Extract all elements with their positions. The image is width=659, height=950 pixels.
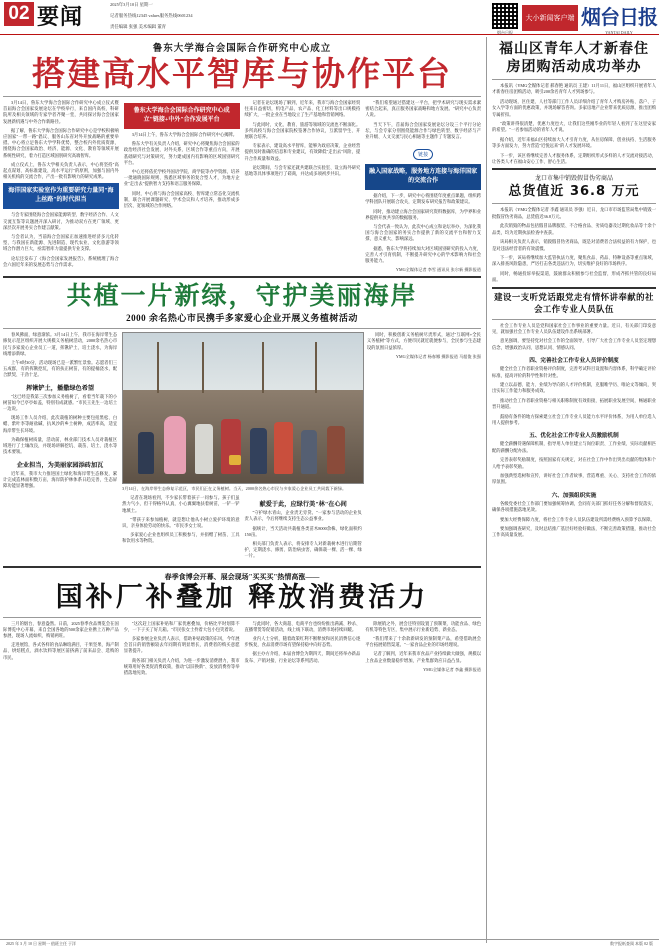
paragraph: 健全薪酬待遇保障机制，指导用人单位建立与岗位职责、工作业绩、实际贡献相匹配的薪酬分配办法。 [492, 441, 656, 453]
lead-column-1 [3, 100, 119, 273]
paragraph: 据悉，鲁东大学将持续加大对区域国别研究的投入力度，完善人才引育机制，不断提升研究中心的学术影响力和社会服务能力。 [365, 245, 481, 264]
paragraph: 加强典型选树和宣传，讲好社会工作者故事，营造尊重、关心、支持社会工作的浓厚氛围。 [492, 473, 656, 485]
paragraph: 意见强调，要坚持党对社会工作的全面领导，引导广大社会工作专业人员坚定理想信念，增强政治认同、思想认同、情感认同。 [492, 338, 656, 350]
right-article-1-body [492, 83, 656, 165]
green-subheadline: 2000 余名热心市民携手多家爱心企业开展义务植树活动 [126, 313, 358, 324]
paragraph: 3月14日上午，鲁东大学海合会国际合作研究中心揭牌。 [131, 132, 238, 137]
paragraph: 推动社会工作者职业资格与相关职称制度有效衔接，拓展职业发展空间，畅通职业晋升通道。 [492, 397, 656, 410]
paragraph: "带孩子来参加植树，就是想让他从小树立爱护环境的意识，亲身体验劳动的快乐。"市民李女士说。 [122, 516, 240, 529]
paragraph: "这已经是我第三次参加义务植树了，看着当年栽下的小树苗如今已亭亭如盖，特别有成就感。"市民王先生一边培土一边说。 [3, 393, 118, 412]
paragraph: 据介绍，下一步，研究中心将围绕年度重点课题，组织跨学科团队开展联合攻关，定期发布研究报告和政策建议。 [365, 193, 481, 205]
green-headline: 共植一片新绿，守护美丽海岸 [66, 281, 418, 311]
paragraph: 多家爱心企业也组织员工积极参与，并捐赠了树苗、工具和饮用水等物资。 [122, 532, 240, 544]
footer-left: 2025 年 3 月 10 日 星期一 值班主任 于洋 [6, 941, 76, 946]
masthead-right [491, 1, 657, 35]
paragraph: 据主办方介绍，本届食博会为期四天，期间还将举办新品发布、产销对接、行业论坛等系列活动。 [244, 651, 361, 663]
lead-headline: 搭建高水平智库与协作平台 [32, 54, 452, 93]
paragraph: 论坛还发布了《海合会国家发展报告》，系统梳理了海合会六国近年来的发展态势与合作需求。 [3, 255, 119, 267]
paragraph: 建立以品德、能力、业绩为导向的人才评价机制，克服唯学历、唯论文等倾向，突出实际工作能力和服务成效。 [492, 381, 656, 394]
paragraph: 除展销之外，展会还特别设置了预制菜、功能食品、绿色有机等特色专区，集中展示行业新趋势、新业态。 [365, 620, 481, 632]
green-column-1 [3, 332, 117, 562]
paragraph: 当天下午，首届海合会国家发展论坛分设三个平行分论坛，与会专家分别围绕能源合作与绿色转型、数字经济与产业升级、人文交流与民心相通等主题作了专题发言。 [365, 121, 481, 140]
paragraph: 健全社会工作者职业资格评价制度，完善考试科目设置和内容体系，科学确定评价标准，提高评价的科学性和针对性。 [492, 366, 656, 378]
qr-caption-1: 烟台日报 [497, 29, 513, 35]
right-article-3-section-body [492, 441, 656, 485]
right-article-1-title: 福山区青年人才新春住房团购活动成功举办 [499, 41, 649, 75]
right-article-3-section-head: 四、完善社会工作专业人员评价制度 [529, 358, 619, 365]
green-subhead-2: 献爱于此，应绿行美"林"在心间 [259, 501, 347, 509]
page-footer [0, 939, 659, 950]
link-tag: 链接 [413, 149, 433, 160]
green-subhead-3: 企业担当，为美丽家园添砖加瓦 [16, 461, 104, 469]
paragraph: 社会工作专业人员是党和国家社会工作事业的重要力量。近日，有关部门印发意见，就加强社会工作专业人员队伍建设作出系统部署。 [492, 322, 656, 334]
contact-line-2: 责任编辑 张强 美术编辑 董青 [110, 24, 166, 29]
paragraph: 据了解，鲁东大学海合会国际合作研究中心是学校积极响应国家"一带一路"倡议、服务山东省对外开放战略的重要举措。中心将立足鲁东大学学科优势，整合校内外优质资源，围绕海合会国家政治、经济、能源、文化、教育等领域开展系统性研究，着力打造区域国别研究高端智库。 [3, 127, 119, 158]
paragraph: 春风拂面，绿意渐浓。3月14日上午，我市在海岸带生态修复示范区组织开展大规模义务植树活动，2000余名热心市民与多家爱心企业员工一道，挥锹铲土、培土浇水，为海岸线增添新绿。 [3, 332, 118, 356]
consumption-kicker: 春季食博会开幕、展会现场"买买买"热情高涨—— [164, 572, 320, 581]
consumption-byline: YMG全媒体记者 李鑫 摄影报道 [423, 666, 481, 672]
right-article-3-section-head: 五、优化社会工作专业人员激励机制 [529, 433, 619, 440]
paragraph: 记者了解到，近年来我市食品产业持续做大做强，规模以上食品企业数量稳步增加，产业集群效应日益凸显。 [365, 651, 481, 663]
contact-line-1: 记者服务热线12345 values服务热线0601234 [110, 13, 193, 18]
masthead [0, 0, 659, 35]
right-article-2-title: 总货值近 36.8 万元 [508, 184, 640, 200]
paragraph: 与此同时，文化、教育、旅游等领域的交流也不断深化。多所高校与海合会国家院校签署合作协议，互派留学生、开展联合培养。 [244, 121, 361, 140]
paragraph: 记者在论坛现场了解到，近年来，我市与海合会国家经贸往来日益密切，机电产品、农产品、化工材料等出口规模持续扩大，一批企业在当地设立了生产基地和营销网络。 [244, 100, 361, 118]
lead-subbox-2: 鲁东大学海合会国际合作研究中心成立"链接+中外"合作发展平台 [124, 103, 240, 129]
paragraph: "政策讲得很清楚，优惠力度也大，让我们这些刚毕业的年轻人看到了在这里安家的希望。"一名参加活动的青年人才说。 [492, 121, 656, 133]
paragraph: 为确保植树质量，活动前，林业部门技术人员对栽植区域进行了土壤改良，并现场讲解挖坑、栽苗、培土、浇水等技术要领。 [3, 436, 118, 455]
tree-planting-photo [122, 332, 364, 484]
paragraph: 3月14日，鲁东大学海合会国际合作研究中心成立仪式暨首届海合会国家发展论坛在学校举行，来自国内高校、科研院所及相关领域的专家学者齐聚一堂，共同探讨海合会国家发展新机遇与中外合作新路径。 [3, 100, 119, 124]
left-section [3, 37, 481, 943]
right-section [486, 37, 656, 943]
paragraph: "守护绿水青山，企业责无旁贷。"一家参与活动的企业负责人表示，今后将继续支持生态公益事业。 [244, 510, 362, 522]
consumption-column-3 [245, 621, 361, 680]
paragraph: 此次销毁的物品包括假冒品牌服装、不合格食品、劣质电器及过期化妆品等十余个品类，均为近期执法检查中查获。 [492, 223, 656, 235]
qr-code-icon [491, 2, 519, 30]
right-article-3-section-body [492, 366, 656, 426]
paragraph: 多家参展企业负责人表示，借助补贴政策的东风，今年展会首日的销售额较去年同期有明显增长，消费者的购买意愿显著提升。 [123, 636, 240, 654]
lead-kicker: 鲁东大学海合会国际合作研究中心成立 [152, 44, 332, 54]
paragraph: 同时，推动建立海合会国家研究资料数据库，为学界和业界提供开放共享的数据服务。 [365, 208, 481, 220]
paragraph: 与此同时，各大商超、电商平台也纷纷推出满减、秒杀、直播带货等促销活动，线上线下联动，消费市场持续回暖。 [244, 620, 361, 632]
lead-subbox-3: 融入国家战略，服务地方连接与海洋国家的交流合作 [365, 164, 481, 190]
green-subhead-1: 挥锹铲土，播撒绿色希望 [26, 384, 95, 392]
paragraph: 要加大经费保障力度，将社会工作专业人员队伍建设所需经费纳入预算予以保障。 [500, 516, 655, 522]
paragraph: 同时，畅通投诉举报渠道，鼓励群众积极参与社会监督，形成齐抓共管的良好局面。 [492, 270, 656, 283]
consumption-column-4 [365, 621, 481, 680]
right-article-3-title: 建设一支听党话跟党走有情怀讲奉献的社会工作专业人员队伍 [494, 292, 654, 314]
paragraph: 与会代表一致认为，此次中心成立和论坛举办，为深化我国与海合会国家的务实合作提供了新的交流平台和智力支撑，意义重大、影响深远。 [365, 224, 481, 242]
consumption-column-2 [124, 621, 240, 680]
paragraph: 下一步，该局将继续加大监管执法力度，聚焦食品、药品、特种设备等重点领域，深入排查风险隐患，严厉打击各类违法行为，切实维护良好的市场秩序。 [492, 254, 656, 267]
consumption-column-1 [3, 621, 119, 680]
lead-column-3 [245, 100, 361, 273]
consumption-columns [3, 621, 481, 680]
paragraph: 同时，积极创新义务植树尽责形式，通过"互联网+全民义务植树"等方式，方便市民就近就便参与，全民参与生态建设的氛围日益浓厚。 [366, 332, 481, 350]
green-photo-block [122, 332, 362, 562]
paragraph: 与会者认为，当前海合会国家正加速推进经济多元化转型，与我国在新能源、先进制造、现代农业、文化旅游等领域合作潜力巨大，亟需智库力量提供专业支撑。 [3, 234, 119, 252]
right-article-2-kicker: 龙口市集中销毁假冒伪劣商品 [534, 176, 613, 183]
section-title: 要闻 [37, 5, 84, 30]
consumption-headline: 国补厂补叠加 释放消费活力 [55, 581, 429, 613]
lead-column-4 [365, 100, 481, 273]
paragraph: 鼓励有条件的地方探索建立社会工作专业人员能力水平评价体系，为用人单位选人用人提供参考。 [492, 413, 656, 425]
paragraph: 要加强调查研究，及时总结推广基层好经验好做法，不断完善政策措施，推动社会工作高质量发展。 [492, 526, 656, 538]
paragraph: 成立仪式上，鲁东大学相关负责人表示，中心将坚持"高起点谋划、高标准建设、高水平运行"的原则，加强与国内外相关机构的交流合作，产出一批有影响力的研究成果。 [3, 161, 119, 180]
paragraph: 活动现场，区住建、人社等部门工作人员详细介绍了青年人才购房补贴、落户、子女入学等方面的优惠政策，并现场解答咨询。多家房地产企业带来优质房源，推出团购专属折扣。 [492, 98, 656, 117]
green-column-4 [367, 332, 481, 562]
page-body [0, 35, 659, 947]
paragraph: 本报讯（YMG全媒体记者 郝春艳 通讯员 王建）11月11日，福山区组织开展青年人才新春住房团购活动，吸引200余名青年人才到场参与。 [492, 83, 656, 95]
photo-caption: 3月14日，在海岸带生态修复示范区，市民们正在义务植树。当天，2000余名热心市民与多家爱心企业员工共同栽下新绿。 [122, 486, 347, 492]
paragraph: 该局相关负责人表示，销毁假冒伪劣商品，既是对消费者合法权益的有力保护，也是对违法经营者的有效震慑。 [492, 239, 656, 251]
paragraph: 同时，中心将与海合会国家高校、智库建立常态化交流机制，联合开展课题研究、学术会议和人才培养，推动形成多层次、宽领域的合作网络。 [123, 190, 240, 209]
paragraph: 与会专家围绕海合会国家能源转型、数字经济合作、人文交流互鉴等议题展开深入研讨，为推动双方在更广领域、更深层次开展务实合作建言献策。 [3, 212, 119, 230]
right-article-3-section-body [492, 501, 656, 539]
lead-byline: YMG全媒体记者 李雪 通讯员 张尔新 摄影报道 [395, 267, 481, 273]
green-column-3 [245, 495, 362, 562]
right-article-3-section-head: 六、加强组织实施 [551, 492, 597, 499]
app-logo: 大小新闻客户端 [522, 5, 578, 31]
paragraph: 据统计，当天活动共栽植各类苗木8000余株，绿化面积约150亩。 [244, 525, 362, 537]
paragraph: "我们带来了十余款新研发的预制菜产品，希望借助展会平台拓展销售渠道。"一家食品企业的市场经理说。 [365, 636, 481, 648]
paragraph: 上午8时30分，活动现场已是一派繁忙景象。志愿者们三五成群，有的挥锹挖坑，有的扶正树苗，有的提桶浇水，配合默契、干劲十足。 [3, 360, 118, 378]
paragraph: "我们希望通过搭建这一平台，把学术研究与现实需求紧密结合起来，真正服务国家战略和地方发展。"研究中心负责人说。 [365, 100, 481, 118]
paragraph: 据介绍，近年来福山区持续加大人才引育力度，从住房保障、创业扶持、生活服务等多方面发力，努力营造"近悦远来"的人才发展环境。 [492, 136, 656, 149]
paragraph: 业内人士分析，随着政策红利不断释放和居民消费信心逐步恢复，食品消费市场有望保持稳中向好态势。 [244, 636, 361, 648]
link-tag-wrap [365, 143, 481, 161]
paragraph: 本报讯（YMG全媒体记者 李鑫 通讯员 李强）近日，龙口市市场监管局集中销毁一批假冒伪劣商品，总货值近36.8万元。 [492, 207, 656, 219]
paragraph: 近年来，我市大力推进国土绿化和海岸带生态修复，累计完成造林面积数万亩，海岸防护林体系日趋完善，生态屏障功能显著增强。 [3, 470, 118, 488]
paragraph: 完善表彰奖励制度，按照国家有关规定，对在社会工作中作出突出贡献的集体和个人给予表彰奖励。 [492, 457, 656, 469]
lead-subbox-1: 海洋国家实验室作为重要研究力量同"海上丝路"的时代担当 [3, 183, 119, 209]
paragraph: 三月的烟台，春意盎然。日前，2025春季食品博览会在国际博览中心开幕，来自全国各地的500余家企业携上万种产品参展，现场人流如织、购销两旺。 [3, 620, 119, 639]
paragraph: 走进展馆，各式各样的食品琳琅满目，干果坚果、海产制品、烘焙糕点、酒水饮料等展区前挤满了前来品尝、选购的市民。 [3, 642, 119, 660]
right-article-2-body [492, 207, 656, 283]
green-byline: YMG全媒体记者 杨春娜 摄影报道 马超俊 张强 [395, 353, 481, 359]
paragraph: 论坛期间，与会专家还就共建联合实验室、设立海外研究基地等具体事项进行了磋商，并达成多项初步共识。 [244, 164, 361, 177]
paragraph: 相关部门负责人表示，将安排专人对新栽树木进行后期管护，定期浇水、修剪、防治病虫害，确保栽一棵、活一棵、绿一片。 [244, 541, 362, 559]
lead-column-2 [124, 100, 240, 273]
paragraph: 记者在现场看到，不少家长带着孩子一同参与。孩子们虽然力气小，但干得格外认真，小心翼翼地扶着树苗，一铲一铲地填土。 [122, 495, 240, 513]
page-number: 02 [4, 2, 34, 26]
paragraph: 现场工作人员介绍，此次栽植的树种主要包括黑松、白蜡、紫叶李等耐盐碱、抗风沙的乡土树种，成活率高，适宜海岸带生长环境。 [3, 415, 118, 433]
paragraph: 专家表示，建设高水平智库，能够为政府决策、企业经营提供及时准确的信息和专业建议，有效降低"走出去"风险，提升合作质量和效益。 [244, 143, 361, 161]
right-article-3-intro [492, 323, 656, 352]
paragraph: "这次赶上国家补贴和厂家优惠叠加，价格比平时划算不少，一下子买了好几箱。"市民张女士拎着大包小包笑着说。 [123, 620, 240, 632]
green-column-2 [122, 495, 239, 562]
paragraph: 下一步，该区将继续完善人才服务体系，定期组织形式多样的人才交流对接活动，让各类人才在福山安心工作、舒心生活。 [492, 152, 656, 165]
paragraph: 各级党委社会工作部门要加强统筹协调，会同有关部门抓好任务分解和督促落实，确保各项措施落地见效。 [492, 500, 656, 513]
paper-name-latin: YANTAI DAILY [605, 30, 633, 35]
paragraph: 中心还将依托学校外国语学院、商学院等办学资源，培养一批通晓国际规则、熟悉区域事务的复合型人才，为地方企业"走出去"提供智力支持和语言服务保障。 [123, 169, 240, 187]
lead-columns [3, 100, 481, 273]
paragraph: 商务部门相关负责人介绍，为进一步激发消费潜力，我市统筹用好各类促消费政策，推动"以旧换新"、发放消费券等举措落地见效。 [123, 657, 240, 676]
green-columns [3, 332, 481, 562]
issue-date: 2025年3月10日 星期一 [110, 2, 153, 7]
footer-right: 数字报纸查阅 本版 02 版 [610, 941, 653, 946]
paragraph: 鲁东大学有关负责人介绍，研究中心将聚焦海合会国家的政治经济社会发展、对外关系、区域合作等重点方向，开展基础研究与对策研究，努力建成国内有影响的区域国别研究平台。 [123, 141, 240, 165]
paper-name: 烟台日报 [581, 5, 657, 29]
